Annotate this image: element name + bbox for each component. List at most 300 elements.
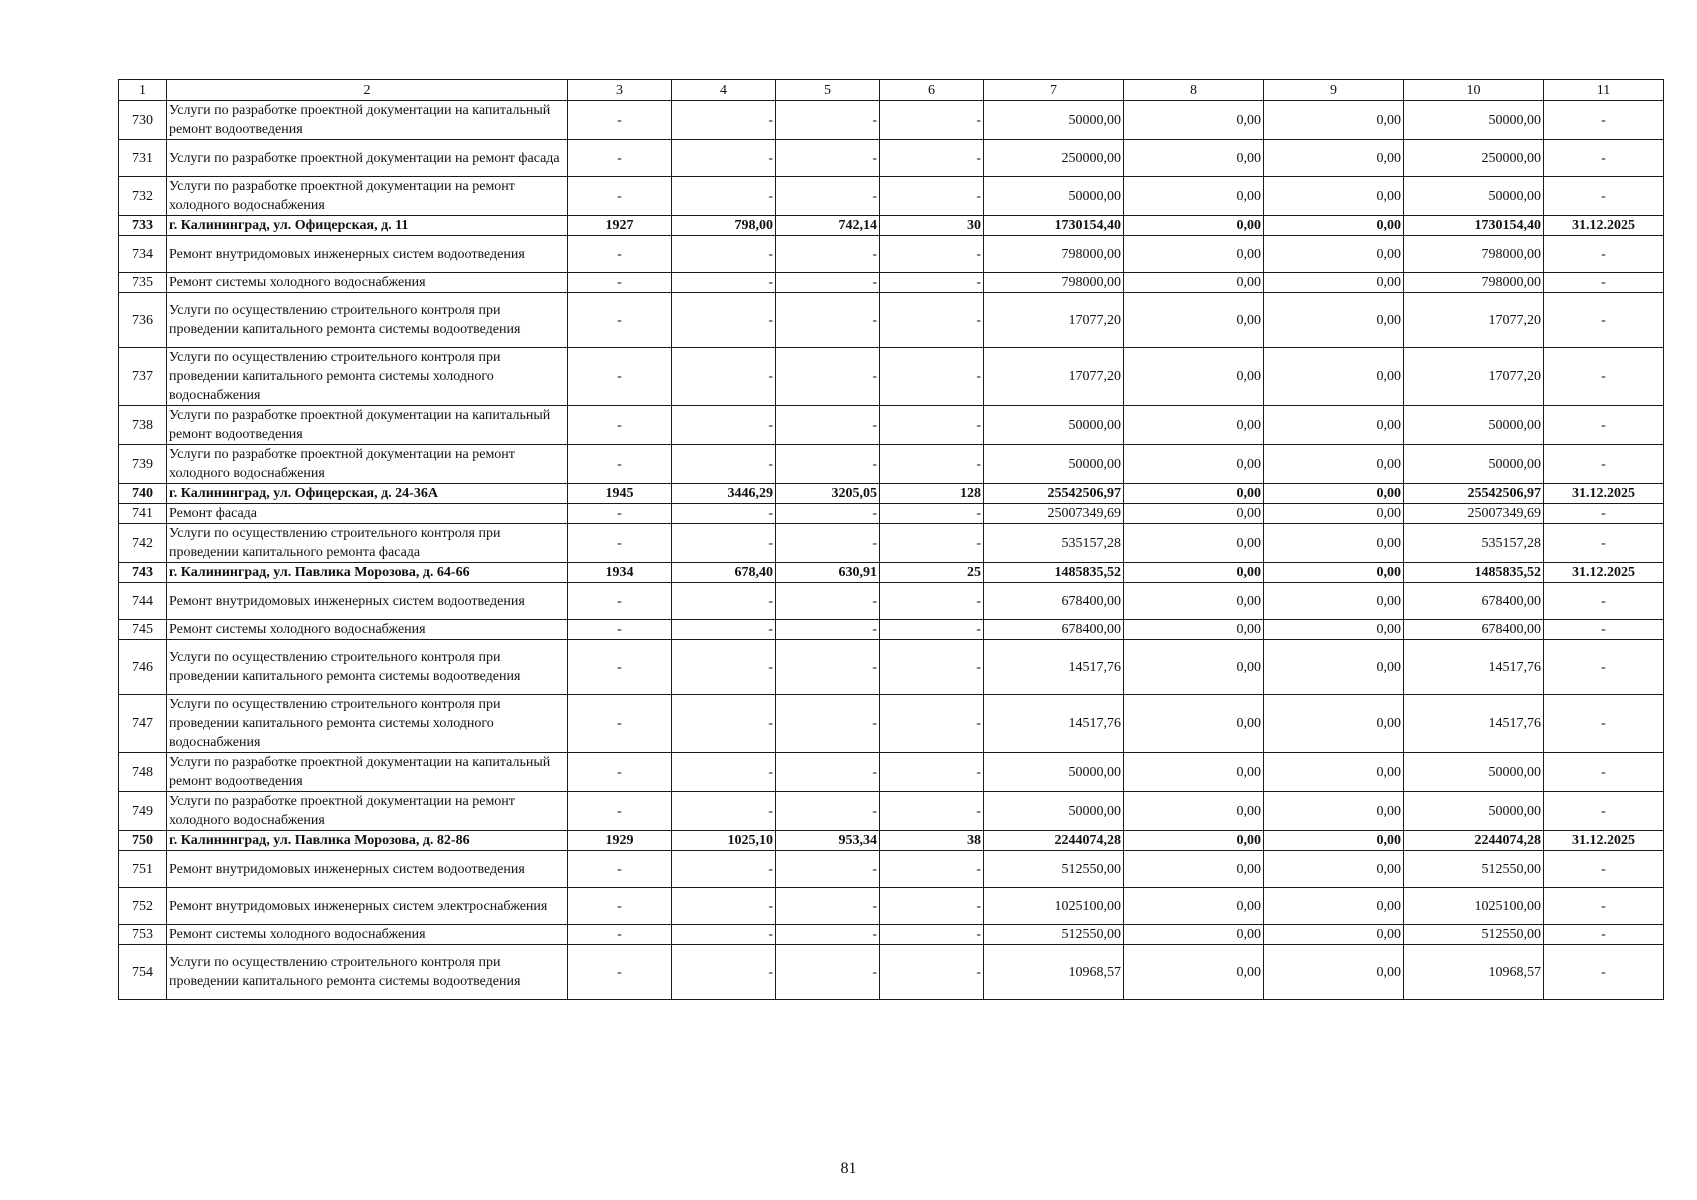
completion-date-cell: - [1544,792,1664,831]
repair-schedule-table [118,79,1664,1000]
column-header: 8 [1124,80,1264,101]
row-number-cell: 733 [119,216,167,236]
work-row [119,640,1664,695]
living-area-cell: 630,91 [776,563,880,583]
living-area-cell: - [776,524,880,563]
cost-col-9-cell: 0,00 [1264,620,1404,640]
total-cost-cell: 512550,00 [984,925,1124,945]
work-description-cell: Ремонт системы холодного водоснабжения [167,925,568,945]
living-area-cell: 953,34 [776,831,880,851]
completion-date-cell: - [1544,753,1664,792]
residents-count-cell: - [880,101,984,140]
work-description-cell: Услуги по осуществлению строительного контроля при проведении капитального ремонта фасада [167,524,568,563]
total-area-cell: - [672,888,776,925]
cost-col-10-cell: 50000,00 [1404,177,1544,216]
row-number-cell: 748 [119,753,167,792]
column-header: 9 [1264,80,1404,101]
total-area-cell: - [672,504,776,524]
residents-count-cell: - [880,640,984,695]
work-row [119,620,1664,640]
row-number-cell: 754 [119,945,167,1000]
work-description-cell: Ремонт фасада [167,504,568,524]
work-description-cell: Ремонт внутридомовых инженерных систем водоотведения [167,851,568,888]
work-description-cell: Услуги по разработке проектной документации на капитальный ремонт водоотведения [167,101,568,140]
cost-col-10-cell: 17077,20 [1404,348,1544,406]
cost-col-8-cell: 0,00 [1124,216,1264,236]
total-area-cell: - [672,792,776,831]
cost-col-8-cell: 0,00 [1124,831,1264,851]
row-number-cell: 745 [119,620,167,640]
build-year-cell: - [568,348,672,406]
column-header: 11 [1544,80,1664,101]
work-description-cell: г. Калининград, ул. Павлика Морозова, д. 64-66 [167,563,568,583]
work-row [119,236,1664,273]
page-number: 81 [840,1160,857,1177]
build-year-cell: 1934 [568,563,672,583]
cost-col-10-cell: 798000,00 [1404,236,1544,273]
completion-date-cell: - [1544,695,1664,753]
cost-col-10-cell: 678400,00 [1404,583,1544,620]
cost-col-9-cell: 0,00 [1264,695,1404,753]
cost-col-9-cell: 0,00 [1264,216,1404,236]
cost-col-9-cell: 0,00 [1264,484,1404,504]
build-year-cell: - [568,406,672,445]
total-area-cell: - [672,406,776,445]
cost-col-8-cell: 0,00 [1124,348,1264,406]
cost-col-10-cell: 678400,00 [1404,620,1544,640]
build-year-cell: - [568,583,672,620]
living-area-cell: - [776,925,880,945]
build-year-cell: - [568,140,672,177]
residents-count-cell: - [880,236,984,273]
cost-col-8-cell: 0,00 [1124,484,1264,504]
build-year-cell: 1927 [568,216,672,236]
living-area-cell: - [776,348,880,406]
work-row [119,925,1664,945]
living-area-cell: - [776,406,880,445]
cost-col-10-cell: 1485835,52 [1404,563,1544,583]
completion-date-cell: - [1544,851,1664,888]
cost-col-8-cell: 0,00 [1124,563,1264,583]
living-area-cell: 3205,05 [776,484,880,504]
cost-col-8-cell: 0,00 [1124,293,1264,348]
living-area-cell: - [776,101,880,140]
build-year-cell: 1945 [568,484,672,504]
row-number-cell: 737 [119,348,167,406]
living-area-cell: - [776,888,880,925]
build-year-cell: - [568,236,672,273]
residents-count-cell: - [880,620,984,640]
work-row [119,753,1664,792]
cost-col-10-cell: 14517,76 [1404,640,1544,695]
work-description-cell: г. Калининград, ул. Офицерская, д. 11 [167,216,568,236]
build-year-cell: - [568,504,672,524]
total-area-cell: - [672,620,776,640]
total-area-cell: - [672,945,776,1000]
row-number-cell: 744 [119,583,167,620]
living-area-cell: - [776,640,880,695]
completion-date-cell: - [1544,406,1664,445]
column-header: 6 [880,80,984,101]
residents-count-cell: - [880,695,984,753]
row-number-cell: 740 [119,484,167,504]
completion-date-cell: - [1544,888,1664,925]
work-description-cell: Ремонт внутридомовых инженерных систем электроснабжения [167,888,568,925]
residents-count-cell: - [880,524,984,563]
work-description-cell: Услуги по осуществлению строительного контроля при проведении капитального ремонта системы водоотведения [167,945,568,1000]
column-header: 2 [167,80,568,101]
build-year-cell: - [568,293,672,348]
work-row [119,273,1664,293]
cost-col-9-cell: 0,00 [1264,831,1404,851]
residents-count-cell: 25 [880,563,984,583]
cost-col-8-cell: 0,00 [1124,273,1264,293]
cost-col-8-cell: 0,00 [1124,925,1264,945]
cost-col-10-cell: 50000,00 [1404,445,1544,484]
work-description-cell: г. Калининград, ул. Офицерская, д. 24-36А [167,484,568,504]
cost-col-8-cell: 0,00 [1124,620,1264,640]
living-area-cell: - [776,504,880,524]
column-header: 4 [672,80,776,101]
cost-col-9-cell: 0,00 [1264,753,1404,792]
cost-col-8-cell: 0,00 [1124,445,1264,484]
completion-date-cell: 31.12.2025 [1544,563,1664,583]
completion-date-cell: 31.12.2025 [1544,484,1664,504]
total-area-cell: - [672,851,776,888]
residents-count-cell: - [880,851,984,888]
living-area-cell: - [776,945,880,1000]
residents-count-cell: - [880,177,984,216]
row-number-cell: 739 [119,445,167,484]
row-number-cell: 752 [119,888,167,925]
cost-col-8-cell: 0,00 [1124,851,1264,888]
total-area-cell: - [672,753,776,792]
cost-col-9-cell: 0,00 [1264,101,1404,140]
completion-date-cell: - [1544,101,1664,140]
completion-date-cell: - [1544,640,1664,695]
completion-date-cell: - [1544,348,1664,406]
column-header: 1 [119,80,167,101]
work-description-cell: Услуги по осуществлению строительного контроля при проведении капитального ремонта системы водоотведения [167,293,568,348]
work-description-cell: Услуги по разработке проектной документации на капитальный ремонт водоотведения [167,406,568,445]
row-number-cell: 731 [119,140,167,177]
residents-count-cell: - [880,945,984,1000]
column-header: 3 [568,80,672,101]
work-row [119,851,1664,888]
work-description-cell: Услуги по разработке проектной документации на ремонт фасада [167,140,568,177]
cost-col-9-cell: 0,00 [1264,293,1404,348]
total-area-cell: - [672,293,776,348]
cost-col-9-cell: 0,00 [1264,640,1404,695]
work-row [119,140,1664,177]
living-area-cell: - [776,792,880,831]
total-area-cell: 3446,29 [672,484,776,504]
row-number-cell: 730 [119,101,167,140]
work-description-cell: Услуги по осуществлению строительного контроля при проведении капитального ремонта системы водоотведения [167,640,568,695]
work-description-cell: Услуги по разработке проектной документации на ремонт холодного водоснабжения [167,177,568,216]
cost-col-9-cell: 0,00 [1264,445,1404,484]
build-year-cell: - [568,445,672,484]
living-area-cell: - [776,620,880,640]
cost-col-8-cell: 0,00 [1124,695,1264,753]
work-row [119,888,1664,925]
column-header: 10 [1404,80,1544,101]
row-number-cell: 742 [119,524,167,563]
completion-date-cell: - [1544,236,1664,273]
total-cost-cell: 1485835,52 [984,563,1124,583]
residents-count-cell: - [880,348,984,406]
cost-col-9-cell: 0,00 [1264,504,1404,524]
total-area-cell: - [672,236,776,273]
cost-col-10-cell: 50000,00 [1404,753,1544,792]
total-cost-cell: 50000,00 [984,101,1124,140]
total-cost-cell: 798000,00 [984,236,1124,273]
residents-count-cell: - [880,583,984,620]
build-year-cell: - [568,695,672,753]
build-year-cell: - [568,177,672,216]
row-number-cell: 732 [119,177,167,216]
row-number-cell: 743 [119,563,167,583]
row-number-cell: 750 [119,831,167,851]
build-year-cell: - [568,792,672,831]
build-year-cell: 1929 [568,831,672,851]
total-area-cell: - [672,177,776,216]
total-area-cell: - [672,348,776,406]
completion-date-cell: - [1544,445,1664,484]
column-header: 7 [984,80,1124,101]
total-area-cell: - [672,524,776,563]
row-number-cell: 734 [119,236,167,273]
total-cost-cell: 14517,76 [984,695,1124,753]
work-description-cell: Услуги по разработке проектной документации на ремонт холодного водоснабжения [167,445,568,484]
cost-col-10-cell: 50000,00 [1404,406,1544,445]
living-area-cell: - [776,753,880,792]
cost-col-9-cell: 0,00 [1264,888,1404,925]
work-description-cell: Услуги по разработке проектной документации на капитальный ремонт водоотведения [167,753,568,792]
column-header: 5 [776,80,880,101]
residents-count-cell: - [880,925,984,945]
cost-col-10-cell: 14517,76 [1404,695,1544,753]
total-cost-cell: 512550,00 [984,851,1124,888]
completion-date-cell: - [1544,177,1664,216]
cost-col-9-cell: 0,00 [1264,524,1404,563]
cost-col-8-cell: 0,00 [1124,140,1264,177]
cost-col-10-cell: 50000,00 [1404,792,1544,831]
build-year-cell: - [568,524,672,563]
total-cost-cell: 678400,00 [984,620,1124,640]
residents-count-cell: - [880,753,984,792]
total-cost-cell: 250000,00 [984,140,1124,177]
cost-col-8-cell: 0,00 [1124,524,1264,563]
total-area-cell: 1025,10 [672,831,776,851]
work-description-cell: Услуги по осуществлению строительного контроля при проведении капитального ремонта системы холодного водоснабжения [167,695,568,753]
row-number-cell: 751 [119,851,167,888]
cost-col-8-cell: 0,00 [1124,888,1264,925]
row-number-cell: 735 [119,273,167,293]
cost-col-9-cell: 0,00 [1264,406,1404,445]
row-number-cell: 741 [119,504,167,524]
residents-count-cell: - [880,293,984,348]
cost-col-9-cell: 0,00 [1264,851,1404,888]
cost-col-8-cell: 0,00 [1124,640,1264,695]
total-area-cell: - [672,583,776,620]
cost-col-10-cell: 1025100,00 [1404,888,1544,925]
total-cost-cell: 535157,28 [984,524,1124,563]
work-row [119,792,1664,831]
cost-col-9-cell: 0,00 [1264,792,1404,831]
work-row [119,504,1664,524]
cost-col-10-cell: 25007349,69 [1404,504,1544,524]
cost-col-10-cell: 512550,00 [1404,925,1544,945]
cost-col-10-cell: 25542506,97 [1404,484,1544,504]
cost-col-9-cell: 0,00 [1264,583,1404,620]
work-description-cell: Ремонт системы холодного водоснабжения [167,273,568,293]
cost-col-8-cell: 0,00 [1124,406,1264,445]
cost-col-10-cell: 250000,00 [1404,140,1544,177]
total-cost-cell: 25542506,97 [984,484,1124,504]
living-area-cell: - [776,695,880,753]
work-row [119,348,1664,406]
work-description-cell: Услуги по разработке проектной документации на ремонт холодного водоснабжения [167,792,568,831]
residents-count-cell: - [880,504,984,524]
total-area-cell: - [672,695,776,753]
total-area-cell: - [672,640,776,695]
row-number-cell: 738 [119,406,167,445]
residents-count-cell: - [880,445,984,484]
total-cost-cell: 17077,20 [984,293,1124,348]
build-year-cell: - [568,101,672,140]
total-cost-cell: 50000,00 [984,177,1124,216]
completion-date-cell: - [1544,293,1664,348]
total-cost-cell: 2244074,28 [984,831,1124,851]
row-number-cell: 749 [119,792,167,831]
cost-col-10-cell: 512550,00 [1404,851,1544,888]
cost-col-8-cell: 0,00 [1124,753,1264,792]
living-area-cell: - [776,273,880,293]
cost-col-8-cell: 0,00 [1124,177,1264,216]
work-row [119,406,1664,445]
total-area-cell: - [672,101,776,140]
column-number-row [119,80,1664,101]
residents-count-cell: 30 [880,216,984,236]
work-row [119,695,1664,753]
living-area-cell: - [776,236,880,273]
total-area-cell: - [672,445,776,484]
completion-date-cell: 31.12.2025 [1544,831,1664,851]
living-area-cell: 742,14 [776,216,880,236]
row-number-cell: 753 [119,925,167,945]
cost-col-10-cell: 798000,00 [1404,273,1544,293]
total-cost-cell: 678400,00 [984,583,1124,620]
build-year-cell: - [568,925,672,945]
total-area-cell: 678,40 [672,563,776,583]
cost-col-9-cell: 0,00 [1264,273,1404,293]
living-area-cell: - [776,177,880,216]
cost-col-9-cell: 0,00 [1264,925,1404,945]
residents-count-cell: - [880,406,984,445]
total-area-cell: 798,00 [672,216,776,236]
residents-count-cell: - [880,273,984,293]
work-description-cell: Ремонт внутридомовых инженерных систем водоотведения [167,236,568,273]
table-body [119,80,1664,1000]
completion-date-cell: 31.12.2025 [1544,216,1664,236]
address-row [119,831,1664,851]
completion-date-cell: - [1544,524,1664,563]
cost-col-10-cell: 2244074,28 [1404,831,1544,851]
work-row [119,293,1664,348]
address-row [119,216,1664,236]
row-number-cell: 746 [119,640,167,695]
build-year-cell: - [568,640,672,695]
living-area-cell: - [776,293,880,348]
living-area-cell: - [776,583,880,620]
completion-date-cell: - [1544,925,1664,945]
build-year-cell: - [568,273,672,293]
residents-count-cell: - [880,792,984,831]
work-row [119,445,1664,484]
completion-date-cell: - [1544,620,1664,640]
completion-date-cell: - [1544,140,1664,177]
work-row [119,177,1664,216]
row-number-cell: 747 [119,695,167,753]
cost-col-10-cell: 535157,28 [1404,524,1544,563]
total-cost-cell: 50000,00 [984,406,1124,445]
build-year-cell: - [568,851,672,888]
row-number-cell: 736 [119,293,167,348]
cost-col-8-cell: 0,00 [1124,236,1264,273]
total-cost-cell: 1730154,40 [984,216,1124,236]
residents-count-cell: 128 [880,484,984,504]
work-row [119,524,1664,563]
total-area-cell: - [672,925,776,945]
total-cost-cell: 10968,57 [984,945,1124,1000]
cost-col-8-cell: 0,00 [1124,504,1264,524]
cost-col-9-cell: 0,00 [1264,348,1404,406]
cost-col-9-cell: 0,00 [1264,140,1404,177]
address-row [119,484,1664,504]
build-year-cell: - [568,888,672,925]
cost-col-10-cell: 1730154,40 [1404,216,1544,236]
cost-col-10-cell: 17077,20 [1404,293,1544,348]
work-description-cell: Услуги по осуществлению строительного контроля при проведении капитального ремонта системы холодного водоснабжения [167,348,568,406]
document-sheet [118,79,1663,1000]
residents-count-cell: - [880,140,984,177]
completion-date-cell: - [1544,504,1664,524]
living-area-cell: - [776,140,880,177]
cost-col-9-cell: 0,00 [1264,177,1404,216]
living-area-cell: - [776,851,880,888]
cost-col-9-cell: 0,00 [1264,563,1404,583]
total-cost-cell: 17077,20 [984,348,1124,406]
build-year-cell: - [568,620,672,640]
living-area-cell: - [776,445,880,484]
cost-col-8-cell: 0,00 [1124,945,1264,1000]
total-cost-cell: 50000,00 [984,792,1124,831]
total-cost-cell: 798000,00 [984,273,1124,293]
cost-col-10-cell: 10968,57 [1404,945,1544,1000]
total-cost-cell: 50000,00 [984,445,1124,484]
total-cost-cell: 1025100,00 [984,888,1124,925]
cost-col-8-cell: 0,00 [1124,101,1264,140]
work-row [119,583,1664,620]
address-row [119,563,1664,583]
completion-date-cell: - [1544,583,1664,620]
cost-col-10-cell: 50000,00 [1404,101,1544,140]
cost-col-9-cell: 0,00 [1264,236,1404,273]
total-cost-cell: 14517,76 [984,640,1124,695]
cost-col-8-cell: 0,00 [1124,792,1264,831]
build-year-cell: - [568,753,672,792]
